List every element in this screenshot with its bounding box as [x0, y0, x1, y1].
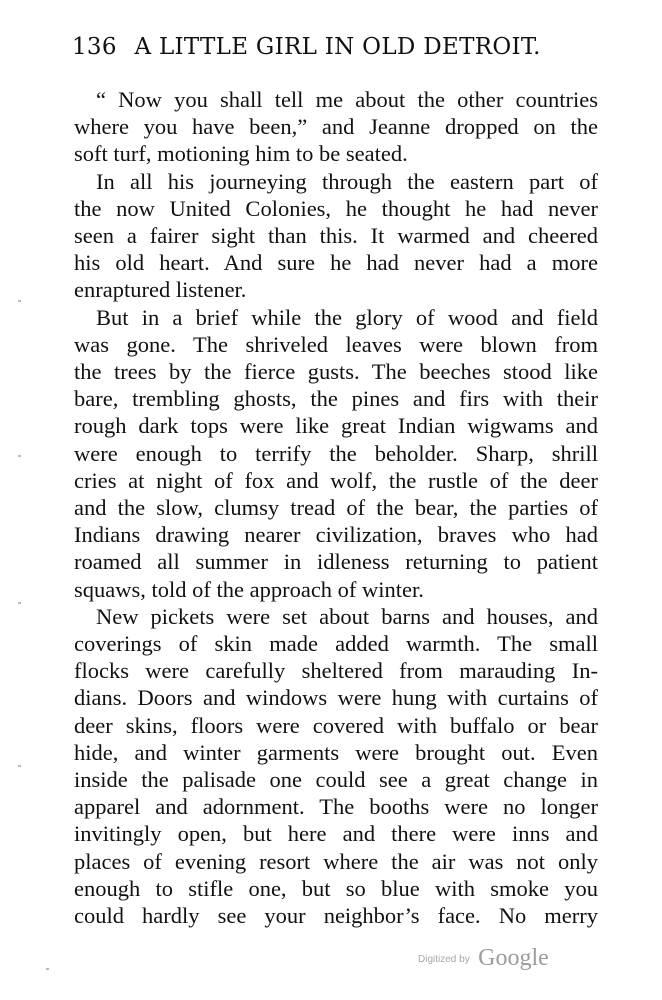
paragraph — [74, 86, 598, 168]
text-line: his old heart. And sure he had never had a more — [74, 250, 598, 276]
google-logo: Google — [478, 945, 549, 971]
text-line: inside the palisade one could see a great change in — [74, 767, 598, 793]
text-line: where you have been,” and Jeanne dropped on the — [74, 114, 598, 140]
text-line: But in a brief while the glory of wood and field — [96, 304, 598, 330]
text-line: the trees by the fierce gusts. The beeches stood like — [74, 359, 598, 385]
text-line: dians. Doors and windows were hung with curtains of — [74, 685, 598, 711]
text-line: and the slow, clumsy tread of the bear, the parties of — [74, 495, 598, 521]
text-line: cries at night of fox and wolf, the rustle of the deer — [74, 467, 598, 493]
text-line: squaws, told of the approach of winter. — [74, 576, 424, 602]
text-line: coverings of skin made added warmth. The small — [74, 631, 598, 657]
text-line: could hardly see your neighbor’s face. No merry — [74, 903, 598, 929]
digitized-label: Digitized by — [418, 954, 470, 965]
speck — [18, 765, 21, 767]
running-header — [72, 34, 592, 60]
text-line: was gone. The shriveled leaves were blown from — [74, 331, 598, 357]
text-line: places of evening resort where the air was not only — [74, 848, 598, 874]
text-line: seen a fairer sight than this. It warmed and cheered — [74, 223, 598, 249]
text-line: flocks were carefully sheltered from marauding In- — [74, 658, 598, 684]
body-text — [74, 86, 598, 929]
text-line: apparel and adornment. The booths were no longer — [74, 794, 598, 820]
paragraph — [74, 168, 598, 304]
text-line: enraptured listener. — [74, 277, 247, 303]
text-line: deer skins, floors were covered with buffalo or bear — [74, 712, 598, 738]
text-line: Indians drawing nearer civilization, braves who had — [74, 522, 598, 548]
paragraph — [74, 603, 598, 929]
text-line: invitingly open, but here and there were inns and — [74, 821, 598, 847]
speck — [46, 968, 49, 970]
speck — [18, 602, 21, 604]
text-line: the now United Colonies, he thought he had never — [74, 195, 598, 221]
running-title: A LITTLE GIRL IN OLD DETROIT. — [134, 34, 541, 60]
text-line: roamed all summer in idleness returning to patient — [74, 549, 598, 575]
speck — [18, 455, 21, 457]
text-line: bare, trembling ghosts, the pines and firs with their — [74, 386, 598, 412]
page-number: 136 — [72, 34, 117, 60]
text-line: soft turf, motioning him to be seated. — [74, 141, 408, 167]
text-line: rough dark tops were like great Indian wigwams and — [74, 413, 598, 439]
speck — [18, 300, 21, 302]
paragraph — [74, 304, 598, 603]
text-line: enough to stifle one, but so blue with smoke you — [74, 875, 598, 901]
text-line: New pickets were set about barns and houses, and — [96, 603, 598, 629]
text-line: hide, and winter garments were brought out. Even — [74, 739, 598, 765]
text-line: were enough to terrify the beholder. Sharp, shrill — [74, 440, 598, 466]
text-line: In all his journeying through the eastern part of — [96, 168, 598, 194]
digitized-watermark — [418, 945, 549, 972]
text-line: “ Now you shall tell me about the other countries — [96, 87, 598, 112]
